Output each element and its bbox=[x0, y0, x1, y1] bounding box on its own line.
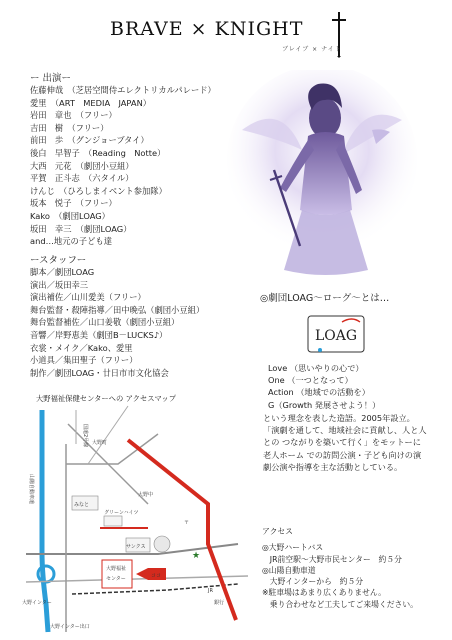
map-label-center: 大野福祉 bbox=[106, 566, 127, 572]
cast-member: けんじ （ひろしまイベント参加隊） bbox=[30, 185, 167, 196]
knight-illustration bbox=[222, 70, 418, 282]
concept-line: Action （地域での活動を） bbox=[268, 387, 370, 398]
cast-member: 坂本 悦子 （フリー） bbox=[30, 198, 117, 209]
staff-list bbox=[30, 266, 204, 379]
staff-member: 舞台監督・殺陣指導／田中晩弘（劇団小豆組） bbox=[30, 304, 205, 315]
concept-list bbox=[268, 362, 380, 411]
access-heading: アクセス bbox=[262, 527, 293, 536]
map-title: 大野福祉保健センターへの アクセスマップ bbox=[36, 394, 177, 403]
logo-text: LOAG bbox=[314, 328, 358, 344]
access-section bbox=[262, 526, 418, 610]
loag-logo bbox=[306, 312, 366, 358]
page-title: BRAVE × KNIGHT bbox=[110, 18, 304, 40]
about-description bbox=[263, 412, 445, 473]
access-map bbox=[8, 404, 250, 634]
staff-member: 制作／劇団LOAG・廿日市市文化協会 bbox=[30, 367, 169, 378]
concept-line: Love （思いやりの心で） bbox=[268, 363, 364, 373]
cast-member: Kako （劇団LOAG） bbox=[30, 210, 110, 221]
map-label-bank: 銀行 bbox=[214, 600, 225, 606]
description-line: 「演劇を通して、地域社会に貢献し、人と人 bbox=[263, 425, 427, 436]
access-line: ◎大野ハートバス bbox=[262, 543, 324, 553]
staff-member: 演出補佐／山川愛美（フリー） bbox=[30, 292, 146, 303]
map-label-interchange: 大野インター bbox=[22, 600, 52, 606]
concept-line: G（Growth 発展させよう！） bbox=[268, 399, 381, 410]
about-heading: ◎劇団LOAG～ローグ～とは… bbox=[260, 293, 390, 304]
access-line: 乗り合わせなど工夫してご来場ください。 bbox=[262, 599, 418, 609]
access-line: ※駐車場はあまり広くありません。 bbox=[262, 588, 386, 598]
cast-member: 吉田 樹 （フリー） bbox=[30, 122, 109, 133]
staff-member: 衣裳・メイク／Kako、愛里 bbox=[30, 342, 133, 353]
post-office-icon: 〒 bbox=[184, 520, 190, 526]
cast-member: and…地元の子ども達 bbox=[30, 236, 112, 247]
cast-member: 佐藤伸哉 （芝居空間侍エレクトリカルパレード） bbox=[30, 85, 216, 95]
cast-member: 岩田 章也 （フリー） bbox=[30, 110, 117, 121]
access-line: JR前空駅～大野市民センター 約５分 bbox=[262, 554, 402, 564]
description-line: 老人ホーム での訪問公演・子ども向けの演 bbox=[263, 449, 422, 460]
map-label-here: ココ bbox=[151, 573, 162, 579]
cast-member: 坂田 幸三 （劇団LOAG） bbox=[30, 223, 132, 234]
map-label-center-sub: センター bbox=[106, 576, 126, 582]
cast-member: 愛里 （ART MEDIA JAPAN） bbox=[30, 97, 152, 108]
staff-section bbox=[30, 252, 204, 379]
map-label-interchange-exit: 大野インター出口 bbox=[50, 624, 90, 630]
cast-member: 後白 早智子 （Reading Notte） bbox=[30, 147, 166, 158]
page-subtitle: ブレイブ × ナイト bbox=[282, 46, 342, 53]
staff-member: 脚本／劇団LOAG bbox=[30, 267, 95, 277]
access-line: 大野インターから 約５分 bbox=[262, 577, 364, 587]
staff-member: 音響／岸野恵美（劇団B－LUCKS♪） bbox=[30, 329, 168, 340]
description-line: という理念を表した造語。2005年設立。 bbox=[263, 413, 415, 423]
staff-member: 舞台監督補佐／山口姜敬（劇団小豆組） bbox=[30, 317, 180, 328]
cast-list bbox=[30, 84, 216, 248]
map-label-jr: JR bbox=[208, 588, 213, 594]
cast-member: 前田 歩 （グンジョーブタイ） bbox=[30, 135, 149, 146]
description-line: との つながりを築いて行く」をモットーに bbox=[263, 437, 421, 448]
cast-section bbox=[30, 70, 216, 248]
concept-line: One （一つとなって） bbox=[268, 375, 353, 386]
svg-text:★: ★ bbox=[192, 551, 201, 561]
staff-member: 小道具／集田聖子（フリー） bbox=[30, 355, 138, 366]
map-label-green-heights: グリーンハイツ bbox=[104, 510, 139, 516]
cast-heading: ー 出演ー bbox=[30, 73, 72, 84]
staff-heading: ースタッフー bbox=[30, 255, 87, 266]
map-label-minato: みなと bbox=[74, 502, 90, 508]
map-label-route2: 国道2号線 bbox=[82, 424, 88, 448]
map-label-expressway: 山陽自動車道 bbox=[28, 474, 34, 505]
map-label-store: サンクス bbox=[126, 544, 146, 550]
map-label-town: 大野町 bbox=[92, 440, 108, 446]
access-line: ◎山陽自動車道 bbox=[262, 565, 316, 575]
map-label-school: 大野中 bbox=[138, 492, 154, 498]
destination-building bbox=[102, 560, 132, 588]
staff-member: 演出／坂田幸三 bbox=[30, 279, 89, 290]
cast-member: 平賀 正斗志 （六タイル） bbox=[30, 173, 134, 184]
description-line: 劇公演や指導を主な活動としている。 bbox=[263, 461, 403, 472]
cast-member: 大西 元花 （劇団小豆組） bbox=[30, 160, 134, 171]
